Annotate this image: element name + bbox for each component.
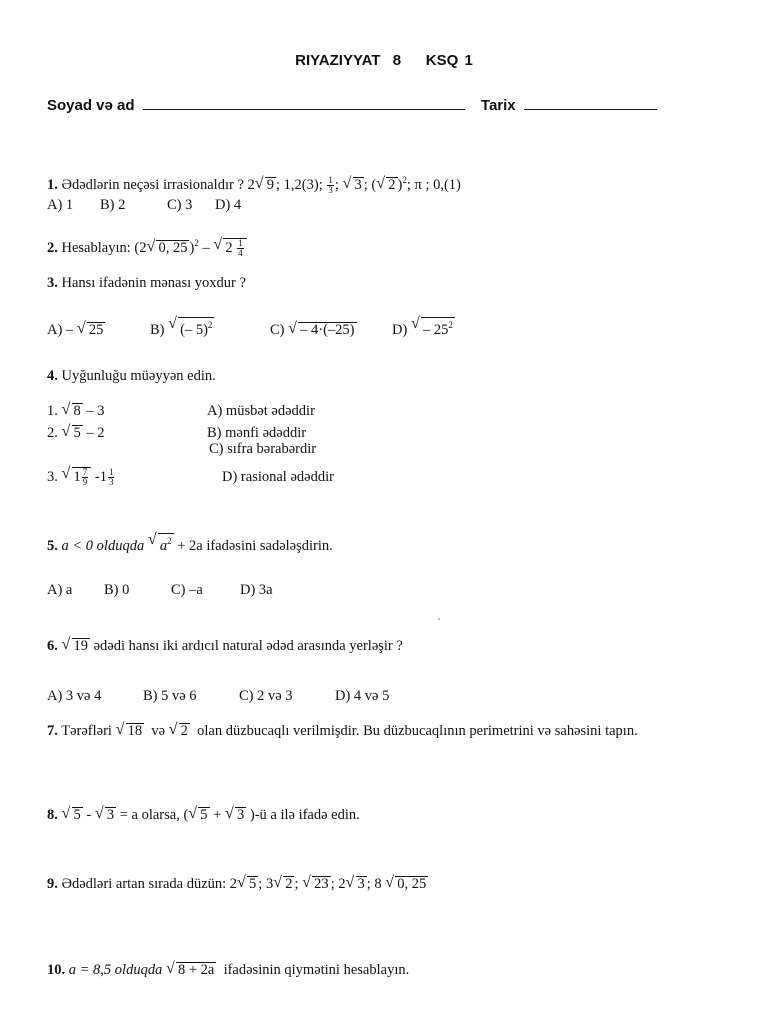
option-a[interactable] (47, 322, 150, 339)
question-6 (47, 638, 403, 655)
question-text: Hansı ifadənin mənası yoxdur ? (61, 275, 246, 291)
sqrt (347, 876, 367, 893)
scan-speck (438, 618, 440, 620)
radicand: 2 (285, 876, 293, 892)
question-number: 2. (47, 239, 58, 256)
radicand: 9 (266, 176, 275, 193)
sqrt (238, 876, 258, 893)
options-5 (47, 582, 273, 599)
date-field[interactable] (524, 95, 657, 110)
radicand: 2 (180, 723, 188, 739)
sqrt (214, 238, 246, 258)
expr: – 3 (86, 403, 105, 419)
sqrt (147, 240, 189, 257)
q4-left-3 (47, 467, 115, 487)
option-b[interactable] (150, 317, 270, 339)
q4-right-c: C) sıfra bərabərdir (209, 441, 317, 457)
question-5 (47, 533, 333, 555)
name-field[interactable] (143, 95, 465, 110)
question-10 (47, 962, 409, 979)
option-d[interactable]: D) 3a (240, 582, 273, 598)
denominator: 3 (108, 477, 114, 487)
var: a (159, 537, 168, 554)
option-a[interactable]: A) 3 və 4 (47, 688, 102, 704)
question-number: 3. (47, 275, 58, 291)
option-label: D) (392, 321, 408, 338)
exponent: 2 (207, 320, 213, 330)
coef: 2 (247, 176, 255, 193)
radicand: – 4·(–25) (300, 321, 355, 338)
radicand: 0, 25 (158, 239, 188, 256)
option-a[interactable]: A) 1 (47, 197, 74, 213)
expr: = a olarsa, ( (119, 807, 189, 823)
fraction (108, 468, 115, 487)
numerator: 1 (328, 175, 333, 185)
radicand: 25 (88, 321, 104, 338)
expr: ; π ; 0,(1) (406, 176, 461, 193)
numerator: 1 (108, 467, 114, 477)
expr: -1 (94, 468, 107, 485)
option-c[interactable] (270, 322, 392, 339)
coef: 3 (265, 876, 274, 892)
radicand: 8 + 2a (177, 962, 215, 978)
exponent: 2 (194, 238, 199, 248)
question-text: Tərəfləri (61, 723, 112, 739)
item-label: 2. (47, 425, 58, 441)
radicand (178, 317, 214, 338)
sqrt (63, 807, 83, 824)
question-text: Ədədlərin neçəsi irrasionaldır ? (61, 176, 244, 193)
sqrt (167, 962, 216, 979)
option-d[interactable] (392, 317, 455, 339)
q4-right-b: B) mənfi ədəddir (207, 425, 307, 441)
q4-right-d: D) rasional ədəddir (222, 469, 334, 485)
question-text: Uyğunluğu müəyyən edin. (61, 368, 216, 384)
radicand: 18 (127, 723, 143, 739)
option-b[interactable]: B) 2 (100, 197, 126, 213)
condition: a = 8,5 olduqda (68, 962, 163, 978)
question-1: 1. Ədədlərin neçəsi irrasionaldır ? 2√ 9 ; 1,2(3); $\frac{1}{3}$ ; √ 3 ; (√ 2 )$^2$; π ; 0,(1) (47, 175, 461, 195)
denominator: 4 (238, 248, 243, 258)
question-number: 6. (47, 638, 58, 654)
radicand: 3 (357, 876, 365, 892)
sqrt (386, 876, 428, 893)
q4-left-1 (47, 403, 105, 420)
sqrt (256, 177, 276, 194)
question-text: Hesablayın: (61, 239, 131, 256)
question-number: 5. (47, 537, 58, 554)
sqrt (96, 807, 116, 824)
item-label: 1. (47, 403, 58, 419)
coef: 8 (374, 876, 382, 892)
option-c[interactable]: C) –a (171, 582, 203, 598)
operator: - (86, 807, 92, 823)
question-text: ifadəsinin qiymətini hesablayın. (223, 962, 410, 978)
denominator: 9 (82, 477, 88, 487)
condition: a < 0 olduqda (61, 537, 145, 554)
radicand: 0, 25 (397, 876, 427, 892)
item-label: 3. (47, 468, 58, 485)
numerator: 7 (82, 467, 88, 477)
sqrt (344, 177, 364, 194)
question-9: 9. Ədədləri artan sırada düzün: 2√ 5 ; 3√ 2 ; √ 23 ; 2√ 3 ; 8 √ 0, 25 (47, 876, 428, 893)
expr: – 2 (86, 425, 105, 441)
fraction (237, 239, 244, 258)
question-number: 4. (47, 368, 58, 384)
sqrt (63, 425, 83, 442)
whole: 1 (73, 468, 81, 485)
question-number: 10. (47, 962, 66, 978)
operator: + (213, 807, 222, 823)
radicand: 3 (236, 807, 245, 823)
page-title: RIYAZIYYAT 8 KSQ 1 (295, 52, 473, 69)
radicand (421, 317, 455, 338)
option-c[interactable]: C) 2 və 3 (239, 688, 293, 704)
expr: 1,2(3); (283, 176, 323, 193)
sqrt (149, 533, 174, 555)
radicand: 2 (388, 176, 396, 193)
option-d[interactable]: D) 4 və 5 (335, 688, 390, 704)
numerator: 1 (238, 238, 243, 248)
exponent: 2 (402, 175, 407, 185)
radicand: 5 (73, 807, 81, 823)
question-text: Ədədləri artan sırada düzün: (61, 876, 227, 892)
radicand: 23 (314, 876, 329, 892)
question-text: + 2a ifadəsini sadələşdirin. (177, 537, 333, 554)
sqrt (189, 807, 209, 824)
option-c[interactable]: C) 3 (167, 197, 193, 213)
fraction (327, 176, 334, 195)
option-label: A) – (47, 321, 74, 338)
question-8 (47, 807, 360, 824)
radicand: 19 (73, 638, 88, 654)
radicand (158, 533, 174, 554)
option-label: B) (150, 321, 165, 338)
options-6 (47, 688, 389, 705)
connector: və (151, 723, 166, 739)
sqrt (63, 467, 92, 487)
radicand: 5 (73, 425, 81, 441)
radicand: 5 (249, 876, 257, 892)
sqrt (377, 177, 397, 194)
question-text: )-ü a ilə ifadə edin. (249, 807, 360, 823)
sqrt (226, 807, 246, 824)
question-text: ədədi hansı iki ardıcıl natural ədəd arasında yerləşir ? (93, 638, 403, 654)
question-text: olan düzbucaqlı verilmişdir. Bu düzbucaqlının perimetrini və sahəsini tapın. (197, 723, 638, 739)
sqrt (169, 317, 214, 339)
name-date-row (47, 95, 657, 114)
q4-left-2 (47, 425, 105, 442)
question-2: 2. Hesablayın: (2√ 0, 25 )$^2$ – √ 2 $\frac{1}{4}$ (47, 238, 247, 258)
coef: 2 (338, 876, 346, 892)
exponent: 2 (448, 320, 453, 330)
exponent: 2 (167, 536, 172, 546)
radicand: 5 (200, 807, 208, 823)
radicand: 3 (354, 176, 362, 193)
sqrt (78, 322, 106, 339)
option-b[interactable]: B) 5 və 6 (143, 688, 197, 704)
options-3 (47, 317, 455, 339)
q4-right-a: A) müsbət ədəddir (207, 403, 315, 419)
radicand: 3 (106, 807, 115, 823)
options-1 (47, 197, 241, 214)
question-3 (47, 275, 246, 292)
question-number: 9. (47, 876, 58, 892)
denominator: 3 (328, 185, 333, 195)
expr: – 25 (422, 321, 449, 338)
fraction (82, 468, 89, 487)
sqrt (289, 322, 356, 339)
coef: 2 (229, 876, 238, 892)
radicand: 8 (73, 403, 81, 419)
option-b[interactable]: B) 0 (104, 582, 130, 598)
option-d[interactable]: D) 4 (215, 197, 242, 213)
sqrt (274, 876, 294, 893)
whole: 2 (225, 239, 233, 256)
question-number: 1. (47, 176, 58, 193)
name-label: Soyad və ad (47, 97, 135, 114)
question-number: 8. (47, 807, 58, 823)
sqrt (63, 638, 91, 655)
expr: (– 5) (180, 321, 208, 338)
question-number: 7. (47, 723, 58, 739)
radicand (223, 238, 246, 258)
radicand (72, 467, 92, 487)
date-label: Tarix (480, 97, 516, 114)
option-label: C) (270, 321, 285, 338)
sqrt (117, 723, 145, 740)
sqrt (170, 723, 190, 740)
question-7 (47, 723, 638, 740)
sqrt (303, 876, 331, 893)
sqrt (412, 317, 455, 339)
sqrt (63, 403, 83, 420)
option-a[interactable]: A) a (47, 582, 73, 598)
question-4 (47, 368, 216, 385)
